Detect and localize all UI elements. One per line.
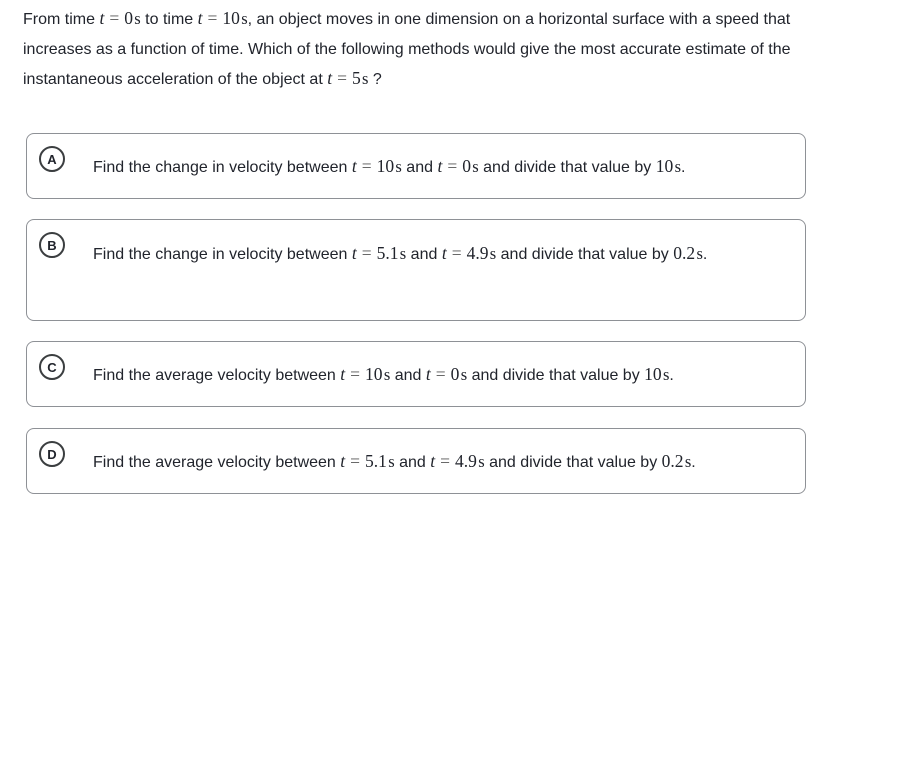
choice-text-part: and divide that value by <box>496 246 674 263</box>
choice-text-part: Find the average velocity between <box>93 454 341 471</box>
math-var-t: t <box>351 243 357 263</box>
math-var-t: t <box>197 8 203 28</box>
math-equals: = <box>361 243 372 263</box>
math-equals: = <box>207 8 218 28</box>
math-unit: s <box>395 157 402 176</box>
choice-text-part: and divide that value by <box>484 454 662 471</box>
choice-c[interactable] <box>26 341 806 407</box>
choice-letter-badge: C <box>39 354 65 380</box>
math-var-t: t <box>351 156 357 176</box>
math-value: 10 <box>365 364 383 384</box>
math-equals: = <box>447 156 458 176</box>
math-unit: s <box>684 452 692 471</box>
math-value: 0.2 <box>673 243 696 263</box>
math-equals: = <box>350 364 361 384</box>
choice-text <box>93 149 745 185</box>
math-equals: = <box>109 8 120 28</box>
math-equals: = <box>361 156 372 176</box>
stem-text: From time <box>23 11 100 28</box>
choice-text <box>93 444 785 480</box>
math-unit: s <box>696 244 703 263</box>
math-unit: s <box>478 452 485 471</box>
math-equals: = <box>350 451 361 471</box>
choice-text-part: . <box>680 159 686 176</box>
choice-text-part: and <box>390 367 426 384</box>
math-unit: s <box>460 365 468 384</box>
math-unit: s <box>472 157 479 176</box>
math-var-t: t <box>425 364 431 384</box>
stem-text: , an object moves in one dimension on a horizontal surface with a speed that increases as a function of time. Which of the following methods would give the most accurate estimate of the instantaneous acceleration of the object at <box>23 11 791 88</box>
math-value: 4.9 <box>455 451 477 471</box>
choice-text-part: Find the change in velocity between <box>93 159 352 176</box>
math-unit: s <box>399 244 407 263</box>
math-value: 4.9 <box>466 243 489 263</box>
choice-d[interactable] <box>26 428 806 494</box>
math-equals: = <box>435 364 446 384</box>
math-value: 10 <box>644 364 662 384</box>
math-var-t: t <box>441 243 447 263</box>
math-var-t: t <box>99 8 105 28</box>
math-unit: s <box>134 9 141 28</box>
choice-text-part: . <box>702 246 708 263</box>
math-var-t: t <box>327 68 333 88</box>
choice-letter-badge: D <box>39 441 65 467</box>
math-value: 10 <box>655 156 674 176</box>
math-var-t: t <box>340 364 346 384</box>
math-value: 0 <box>124 8 133 28</box>
math-value: 0 <box>450 364 460 384</box>
math-value: 0.2 <box>661 451 684 471</box>
math-value: 5.1 <box>365 451 387 471</box>
math-var-t: t <box>340 451 346 471</box>
math-var-t: t <box>437 156 443 176</box>
choice-text <box>93 357 745 393</box>
math-unit: s <box>674 157 681 176</box>
choice-text-part: and divide that value by <box>467 367 645 384</box>
choice-text-part: . <box>691 454 696 471</box>
stem-text: ? <box>368 71 382 88</box>
math-value: 5 <box>351 68 361 88</box>
math-unit: s <box>241 9 248 28</box>
math-unit: s <box>362 69 369 88</box>
choice-letter-badge: B <box>39 232 65 258</box>
question-stem <box>23 4 813 95</box>
math-unit: s <box>383 365 391 384</box>
choice-text-part: and <box>394 454 431 471</box>
stem-text: to time <box>140 11 198 28</box>
math-equals: = <box>440 451 450 471</box>
math-var-t: t <box>430 451 436 471</box>
choice-text-part: and divide that value by <box>478 159 656 176</box>
choice-text-part: Find the change in velocity between <box>93 246 352 263</box>
math-value: 0 <box>462 156 471 176</box>
math-value: 10 <box>376 156 395 176</box>
choice-text-part: and <box>401 159 438 176</box>
choice-text-part: and <box>406 246 442 263</box>
math-equals: = <box>451 243 462 263</box>
choice-b[interactable] <box>26 219 806 321</box>
math-unit: s <box>388 452 395 471</box>
math-equals: = <box>337 68 347 88</box>
choice-letter-badge: A <box>39 146 65 172</box>
choice-text <box>93 236 725 272</box>
math-unit: s <box>489 244 497 263</box>
math-unit: s <box>663 365 670 384</box>
choice-a[interactable] <box>26 133 806 199</box>
choice-text-part: Find the average velocity between <box>93 367 341 384</box>
choice-text-part: . <box>669 367 674 384</box>
math-value: 5.1 <box>376 243 399 263</box>
math-value: 10 <box>222 8 240 28</box>
